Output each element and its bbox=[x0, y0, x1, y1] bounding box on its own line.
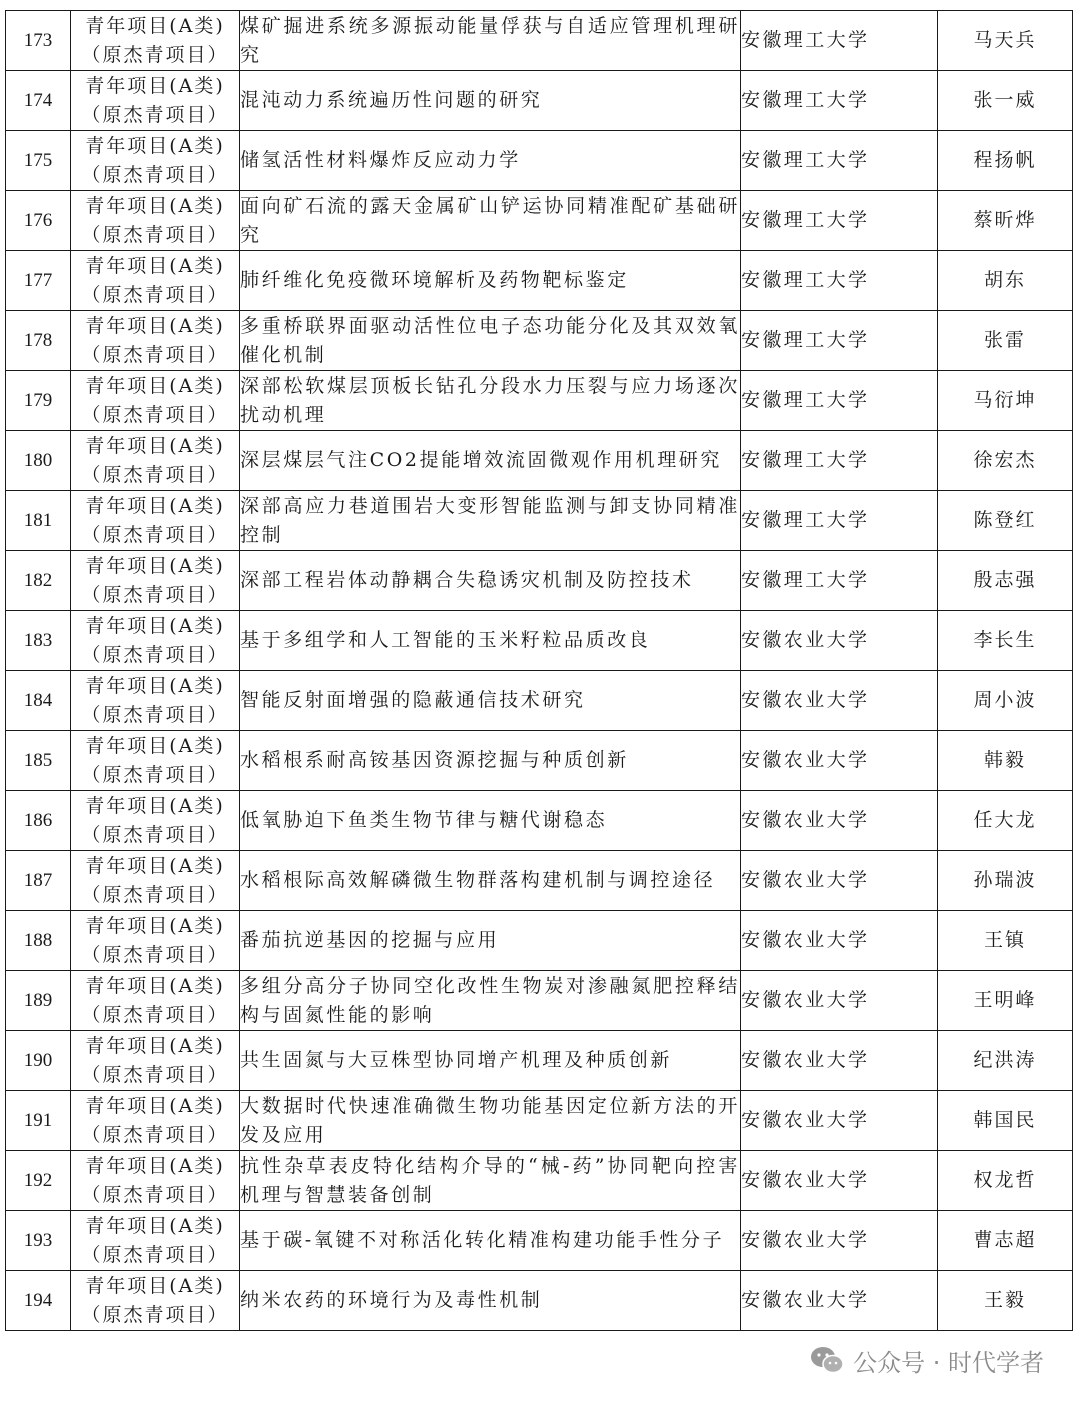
table-row bbox=[6, 131, 1073, 191]
row-number: 191 bbox=[6, 1091, 71, 1151]
category-line-2: （原杰青项目） bbox=[81, 763, 229, 786]
row-number: 188 bbox=[6, 911, 71, 971]
project-category bbox=[71, 791, 240, 851]
category-line-2: （原杰青项目） bbox=[81, 1003, 229, 1026]
category-line-1: 青年项目(A类) bbox=[85, 434, 225, 457]
project-title: 多组分高分子协同空化改性生物炭对渗融氮肥控释结构与固氮性能的影响 bbox=[240, 971, 741, 1031]
table-row bbox=[6, 1091, 1073, 1151]
institution: 安徽理工大学 bbox=[741, 311, 938, 371]
category-line-1: 青年项目(A类) bbox=[85, 614, 225, 637]
principal-investigator: 韩毅 bbox=[938, 731, 1073, 791]
category-line-2: （原杰青项目） bbox=[81, 163, 229, 186]
project-category bbox=[71, 551, 240, 611]
project-title: 深部工程岩体动静耦合失稳诱灾机制及防控技术 bbox=[240, 551, 741, 611]
principal-investigator: 曹志超 bbox=[938, 1211, 1073, 1271]
institution: 安徽农业大学 bbox=[741, 851, 938, 911]
category-line-2: （原杰青项目） bbox=[81, 703, 229, 726]
institution: 安徽农业大学 bbox=[741, 1091, 938, 1151]
category-line-2: （原杰青项目） bbox=[81, 103, 229, 126]
principal-investigator: 王明峰 bbox=[938, 971, 1073, 1031]
category-line-1: 青年项目(A类) bbox=[85, 974, 225, 997]
category-line-1: 青年项目(A类) bbox=[85, 254, 225, 277]
row-number: 173 bbox=[6, 11, 71, 71]
category-line-1: 青年项目(A类) bbox=[85, 1214, 225, 1237]
project-title: 番茄抗逆基因的挖掘与应用 bbox=[240, 911, 741, 971]
project-title: 煤矿掘进系统多源振动能量俘获与自适应管理机理研究 bbox=[240, 11, 741, 71]
project-table-body bbox=[6, 11, 1073, 1331]
table-row bbox=[6, 491, 1073, 551]
row-number: 194 bbox=[6, 1271, 71, 1331]
table-row bbox=[6, 731, 1073, 791]
project-title: 水稻根系耐高铵基因资源挖掘与种质创新 bbox=[240, 731, 741, 791]
principal-investigator: 殷志强 bbox=[938, 551, 1073, 611]
row-number: 182 bbox=[6, 551, 71, 611]
category-line-2: （原杰青项目） bbox=[81, 223, 229, 246]
institution: 安徽理工大学 bbox=[741, 71, 938, 131]
project-category bbox=[71, 131, 240, 191]
project-category bbox=[71, 1151, 240, 1211]
table-row bbox=[6, 11, 1073, 71]
category-line-1: 青年项目(A类) bbox=[85, 134, 225, 157]
category-line-2: （原杰青项目） bbox=[81, 1183, 229, 1206]
principal-investigator: 韩国民 bbox=[938, 1091, 1073, 1151]
table-row bbox=[6, 611, 1073, 671]
project-title: 抗性杂草表皮特化结构介导的“械-药”协同靶向控害机理与智慧装备创制 bbox=[240, 1151, 741, 1211]
table-row bbox=[6, 1151, 1073, 1211]
table-row bbox=[6, 911, 1073, 971]
project-title: 深部松软煤层顶板长钻孔分段水力压裂与应力场逐次扰动机理 bbox=[240, 371, 741, 431]
category-line-1: 青年项目(A类) bbox=[85, 1154, 225, 1177]
table-row bbox=[6, 671, 1073, 731]
category-line-2: （原杰青项目） bbox=[81, 823, 229, 846]
row-number: 178 bbox=[6, 311, 71, 371]
project-title: 共生固氮与大豆株型协同增产机理及种质创新 bbox=[240, 1031, 741, 1091]
project-table bbox=[5, 10, 1073, 1331]
table-row bbox=[6, 1271, 1073, 1331]
principal-investigator: 张雷 bbox=[938, 311, 1073, 371]
project-category bbox=[71, 191, 240, 251]
principal-investigator: 张一威 bbox=[938, 71, 1073, 131]
institution: 安徽理工大学 bbox=[741, 431, 938, 491]
project-title: 纳米农药的环境行为及毒性机制 bbox=[240, 1271, 741, 1331]
project-category bbox=[71, 1091, 240, 1151]
institution: 安徽农业大学 bbox=[741, 1271, 938, 1331]
category-line-1: 青年项目(A类) bbox=[85, 14, 225, 37]
project-category bbox=[71, 851, 240, 911]
project-category bbox=[71, 611, 240, 671]
table-row bbox=[6, 1211, 1073, 1271]
row-number: 183 bbox=[6, 611, 71, 671]
institution: 安徽理工大学 bbox=[741, 371, 938, 431]
project-category bbox=[71, 731, 240, 791]
principal-investigator: 孙瑞波 bbox=[938, 851, 1073, 911]
project-category bbox=[71, 491, 240, 551]
project-category bbox=[71, 971, 240, 1031]
category-line-2: （原杰青项目） bbox=[81, 523, 229, 546]
project-title: 基于多组学和人工智能的玉米籽粒品质改良 bbox=[240, 611, 741, 671]
category-line-2: （原杰青项目） bbox=[81, 343, 229, 366]
institution: 安徽农业大学 bbox=[741, 1031, 938, 1091]
institution: 安徽农业大学 bbox=[741, 1151, 938, 1211]
project-category bbox=[71, 1211, 240, 1271]
table-row bbox=[6, 431, 1073, 491]
category-line-1: 青年项目(A类) bbox=[85, 1094, 225, 1117]
row-number: 174 bbox=[6, 71, 71, 131]
project-category bbox=[71, 71, 240, 131]
principal-investigator: 权龙哲 bbox=[938, 1151, 1073, 1211]
institution: 安徽农业大学 bbox=[741, 911, 938, 971]
row-number: 181 bbox=[6, 491, 71, 551]
row-number: 189 bbox=[6, 971, 71, 1031]
category-line-1: 青年项目(A类) bbox=[85, 914, 225, 937]
project-title: 基于碳-氧键不对称活化转化精准构建功能手性分子 bbox=[240, 1211, 741, 1271]
principal-investigator: 程扬帆 bbox=[938, 131, 1073, 191]
project-title: 低氧胁迫下鱼类生物节律与糖代谢稳态 bbox=[240, 791, 741, 851]
row-number: 180 bbox=[6, 431, 71, 491]
table-row bbox=[6, 1031, 1073, 1091]
project-title: 水稻根际高效解磷微生物群落构建机制与调控途径 bbox=[240, 851, 741, 911]
project-category bbox=[71, 1031, 240, 1091]
category-line-1: 青年项目(A类) bbox=[85, 794, 225, 817]
institution: 安徽理工大学 bbox=[741, 11, 938, 71]
project-title: 深部高应力巷道围岩大变形智能监测与卸支协同精准控制 bbox=[240, 491, 741, 551]
principal-investigator: 马衍坤 bbox=[938, 371, 1073, 431]
institution: 安徽农业大学 bbox=[741, 731, 938, 791]
institution: 安徽农业大学 bbox=[741, 791, 938, 851]
institution: 安徽农业大学 bbox=[741, 1211, 938, 1271]
principal-investigator: 王镇 bbox=[938, 911, 1073, 971]
project-title: 肺纤维化免疫微环境解析及药物靶标鉴定 bbox=[240, 251, 741, 311]
wechat-icon bbox=[809, 1345, 845, 1375]
principal-investigator: 任大龙 bbox=[938, 791, 1073, 851]
category-line-2: （原杰青项目） bbox=[81, 283, 229, 306]
row-number: 176 bbox=[6, 191, 71, 251]
project-category bbox=[71, 911, 240, 971]
principal-investigator: 马天兵 bbox=[938, 11, 1073, 71]
table-row bbox=[6, 971, 1073, 1031]
category-line-1: 青年项目(A类) bbox=[85, 554, 225, 577]
row-number: 175 bbox=[6, 131, 71, 191]
institution: 安徽理工大学 bbox=[741, 551, 938, 611]
row-number: 177 bbox=[6, 251, 71, 311]
project-category bbox=[71, 1271, 240, 1331]
project-title: 智能反射面增强的隐蔽通信技术研究 bbox=[240, 671, 741, 731]
row-number: 184 bbox=[6, 671, 71, 731]
category-line-2: （原杰青项目） bbox=[81, 1063, 229, 1086]
category-line-1: 青年项目(A类) bbox=[85, 374, 225, 397]
row-number: 186 bbox=[6, 791, 71, 851]
institution: 安徽理工大学 bbox=[741, 191, 938, 251]
category-line-1: 青年项目(A类) bbox=[85, 314, 225, 337]
category-line-2: （原杰青项目） bbox=[81, 943, 229, 966]
category-line-2: （原杰青项目） bbox=[81, 1303, 229, 1326]
institution: 安徽理工大学 bbox=[741, 131, 938, 191]
category-line-2: （原杰青项目） bbox=[81, 463, 229, 486]
category-line-1: 青年项目(A类) bbox=[85, 1274, 225, 1297]
category-line-2: （原杰青项目） bbox=[81, 43, 229, 66]
watermark bbox=[809, 1340, 1044, 1380]
row-number: 193 bbox=[6, 1211, 71, 1271]
principal-investigator: 纪洪涛 bbox=[938, 1031, 1073, 1091]
category-line-1: 青年项目(A类) bbox=[85, 674, 225, 697]
category-line-1: 青年项目(A类) bbox=[85, 734, 225, 757]
row-number: 192 bbox=[6, 1151, 71, 1211]
row-number: 179 bbox=[6, 371, 71, 431]
table-row bbox=[6, 251, 1073, 311]
table-row bbox=[6, 311, 1073, 371]
category-line-1: 青年项目(A类) bbox=[85, 74, 225, 97]
principal-investigator: 王毅 bbox=[938, 1271, 1073, 1331]
institution: 安徽农业大学 bbox=[741, 611, 938, 671]
category-line-2: （原杰青项目） bbox=[81, 643, 229, 666]
table-row bbox=[6, 71, 1073, 131]
principal-investigator: 胡东 bbox=[938, 251, 1073, 311]
category-line-1: 青年项目(A类) bbox=[85, 1034, 225, 1057]
category-line-2: （原杰青项目） bbox=[81, 883, 229, 906]
institution: 安徽理工大学 bbox=[741, 251, 938, 311]
category-line-2: （原杰青项目） bbox=[81, 1123, 229, 1146]
principal-investigator: 蔡昕烨 bbox=[938, 191, 1073, 251]
table-row bbox=[6, 371, 1073, 431]
table-row bbox=[6, 851, 1073, 911]
project-title: 深层煤层气注CO2提能增效流固微观作用机理研究 bbox=[240, 431, 741, 491]
table-row bbox=[6, 191, 1073, 251]
principal-investigator: 周小波 bbox=[938, 671, 1073, 731]
category-line-1: 青年项目(A类) bbox=[85, 854, 225, 877]
institution: 安徽农业大学 bbox=[741, 671, 938, 731]
project-title: 大数据时代快速准确微生物功能基因定位新方法的开发及应用 bbox=[240, 1091, 741, 1151]
project-category bbox=[71, 431, 240, 491]
category-line-2: （原杰青项目） bbox=[81, 1243, 229, 1266]
row-number: 190 bbox=[6, 1031, 71, 1091]
project-title: 面向矿石流的露天金属矿山铲运协同精准配矿基础研究 bbox=[240, 191, 741, 251]
category-line-1: 青年项目(A类) bbox=[85, 194, 225, 217]
category-line-1: 青年项目(A类) bbox=[85, 494, 225, 517]
project-category bbox=[71, 371, 240, 431]
principal-investigator: 陈登红 bbox=[938, 491, 1073, 551]
row-number: 185 bbox=[6, 731, 71, 791]
institution: 安徽理工大学 bbox=[741, 491, 938, 551]
principal-investigator: 李长生 bbox=[938, 611, 1073, 671]
category-line-2: （原杰青项目） bbox=[81, 403, 229, 426]
row-number: 187 bbox=[6, 851, 71, 911]
project-title: 多重桥联界面驱动活性位电子态功能分化及其双效氧催化机制 bbox=[240, 311, 741, 371]
institution: 安徽农业大学 bbox=[741, 971, 938, 1031]
project-title: 储氢活性材料爆炸反应动力学 bbox=[240, 131, 741, 191]
category-line-2: （原杰青项目） bbox=[81, 583, 229, 606]
project-category bbox=[71, 671, 240, 731]
table-row bbox=[6, 791, 1073, 851]
watermark-text: 公众号 · 时代学者 bbox=[853, 1348, 1044, 1377]
table-row bbox=[6, 551, 1073, 611]
project-category bbox=[71, 311, 240, 371]
project-category bbox=[71, 251, 240, 311]
project-title: 混沌动力系统遍历性问题的研究 bbox=[240, 71, 741, 131]
principal-investigator: 徐宏杰 bbox=[938, 431, 1073, 491]
project-category bbox=[71, 11, 240, 71]
